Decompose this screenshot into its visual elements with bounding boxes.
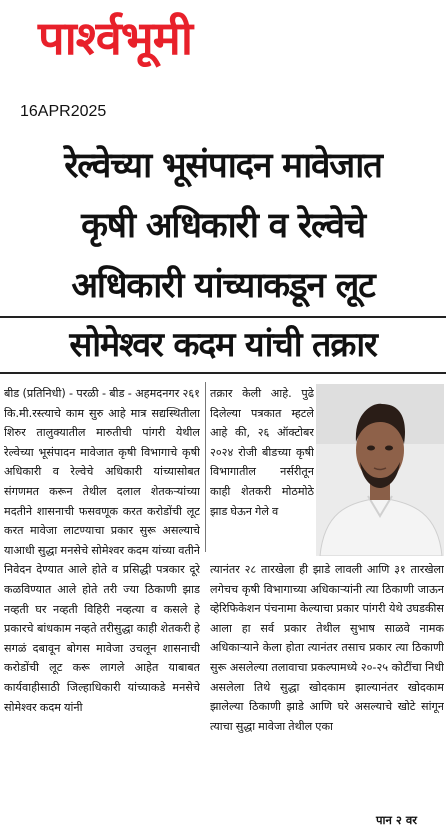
column-right-top-text: तक्रार केली आहे. पुढे दिलेल्या पत्रकात म्हटले आहे की, २६ ऑक्टोबर २०२४ रोजी बीडच्या कृषी विभागातील नर्सरीतून काही शेतकरी मोठमोठे झाड घेऊन गेले व [210,387,314,518]
article-headline [0,136,446,316]
newspaper-masthead: पार्श्वभूमी [38,11,192,65]
column-right-bottom-text: त्यानंतर २८ तारखेला ही झाडे लावली आणि ३१ तारखेला लगेचच कृषी विभागाच्या अधिकाऱ्यांनी त्या ठिकाणी जाऊन व्हेरिफिकेशन पंचनामा केल्याचा प्रकार पांगरी येथे उघडकीस आला हा सर्व प्रकार तेथील सुभाष साळवे नामक अधिकाऱ्याने केला होता त्यानंतर तसाच प्रकार त्या ठिकाणी सुरू असलेल्या तलावाचा प्रकल्पामध्ये २०-२५ कोटींचा निधी असलेला तिथे सुद्धा खोदकाम झाल्यानंतर खोदकाम झालेल्या ठिकाणी झाडे आणि घरे असल्याचे खोटे सांगून त्याचा सुद्धा मावेजा तेथील एका [210,563,444,733]
article-subhead: सोमेश्वर कदम यांची तक्रार [0,316,446,374]
column-left-text: बीड (प्रतिनिधी) - परळी - बीड - अहमदनगर २६१ कि.मी.रस्त्याचे काम सुरु आहे मात्र सद्यस्थितीला शिरुर तालुक्यातील मारुतीची पांगरी येथील रेल्वेच्या भूसंपादन मावेजात कृषी विभागाचे कृषी अधिकारी व रेल्वेचे अधिकारी यांच्यासोबत संगणमत करून तेथील दलाल शेतकऱ्यांच्या मदतीने शासनाची फसवणूक करत करोडोंची लूट करत मावेजा लाटण्याचा प्रकार सुरू असल्याचे याआधी सुद्धा मनसेचे सोमेश्वर कदम यांच्या वतीने निवेदन देण्यात आले होते व प्रसिद्धी पत्रकार दूरे कळविण्यात आले होते तरी ज्या ठिकाणी झाड नव्हती घर नव्हती विहिरी नव्हत्या व कसले हे प्रकारचे बांधकाम नव्हते तरीसुद्धा काही शेतकरी हे सगळं दबावून बोगस मावेजा उचलून शासनाची करोडोंची लूट करू लागले आहेत याबाबत कार्यवाहीसाठी जिल्हाधिकारी यांच्याकडे मनसेचे सोमेश्वर कदम यांनी [4,387,200,714]
edition-date: 16APR2025 [20,103,107,120]
portrait-photo-image [316,384,444,556]
portrait-photo [316,384,444,556]
headline-line-2: कृषी अधिकारी व रेल्वेचे [81,206,365,246]
column-divider [205,382,206,552]
article-column-left [4,384,200,829]
headline-line-1: रेल्वेच्या भूसंपादन मावेजात [64,146,382,186]
continued-on-page-2-link[interactable]: पान २ वर [376,813,417,827]
article-column-right-bottom [210,560,444,812]
article-column-right-top [210,384,314,560]
headline-line-3: अधिकारी यांच्याकडून लूट [71,266,375,306]
